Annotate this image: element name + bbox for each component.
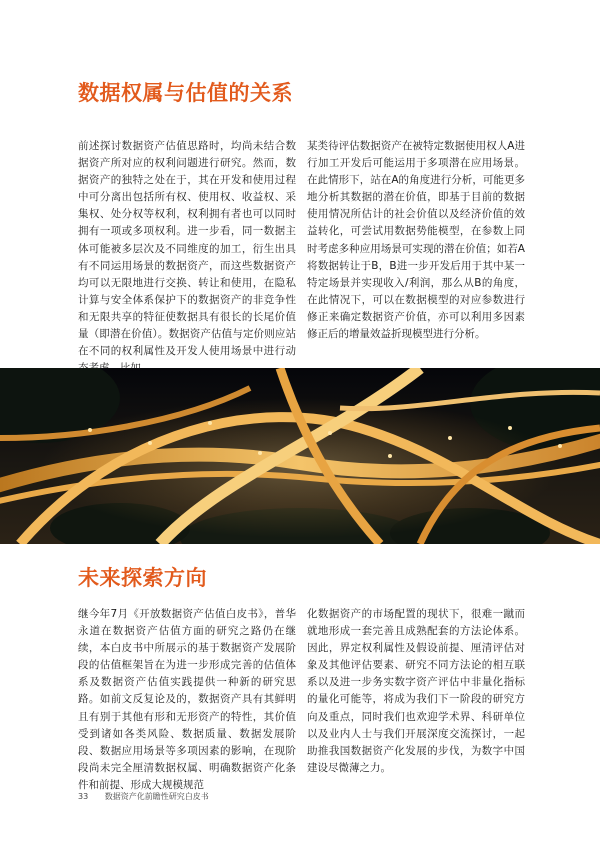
section-title-data-rights: 数据权属与估值的关系 <box>78 81 293 105</box>
section2-column-left: 继今年7月《开放数据资产估值白皮书》，普华永道在数据资产估值方面的研究之路仍在继续，本白皮书中所展示的基于数据资产发展阶段的估值框架旨在为进一步形成完善的估值体系及数据资产估值实践提供一种新的研究思路。如前文反复论及的，数据资产具有其鲜明且有别于其他有形和无形资产的特性，其价值受到诸如各类风险、数据质量、数据发展阶段、数据应用场景等多项因素的影响，在现阶段尚未完全厘清数据权属、明确数据资产化条件和前提、形成大规模规范 <box>78 608 296 791</box>
section1-column-left: 前述探讨数据资产估值思路时，均尚未结合数据资产所对应的权利问题进行研究。然而，数据资产的独特之处在于，其在开发和使用过程中可分离出包括所有权、使用权、收益权、采集权、处分权等权利，权利拥有者也可以同时拥有一项或多项权利。进一步看，同一数据主体可能被多层次及不同维度的加工，衍生出具有不同运用场景的数据资产，而这些数据资产均可以无限地进行交换、转让和使用，在隐私计算与安全体系保护下的数据资产的非竞争性和无限共享的特征使数据具有很长的长尾价值量（即潜在价值）。数据资产估值与定价则应站在不同的权利属性及开发人使用场景中进行动 <box>78 140 296 358</box>
section2-column-right: 化数据资产的市场配置的现状下，很难一蹴而就地形成一套完善且成熟配套的方法论体系。因此，界定权利属性及假设前提、厘清评估对象及其他评估要素、研究不同方法论的相互联系以及进一步务实数字资产评估中非量化指标的量化可能等，将成为我们下一阶段的研究方向及重点，同时我们也欢迎学术界、科研单位以及业内人士与我们开展深度交流探讨，一起助推我国数据资产化发展的步伐，为数字中国建设尽微薄之力。 <box>307 608 525 774</box>
page-footer <box>78 791 209 802</box>
section-title-future-directions: 未来探索方向 <box>78 566 207 590</box>
photo-illustration <box>0 368 600 544</box>
document-title: 数据资产化前瞻性研究白皮书 <box>104 792 209 801</box>
highway-interchange-night-photo <box>0 368 600 544</box>
page-number: 33 <box>78 792 89 801</box>
section1-column-right: 某类待评估数据资产在被特定数据使用权人A进行加工开发后可能运用于多项潜在应用场景。在此情形下，站在A的角度进行分析，可能更多地分析其数据的潜在价值，即基于目前的数据使用情况所估计的社会价值以及经济价值的效益转化，可尝试用数据势能模型，在参数上同时考虑多种应用场景可实现的潜在价值；如若A将数据转让于B，B进一步开发后用于其中某一特定场景并实现收入/利润，那么从B的角度，在此情况下，可以在数据模型的对应参数进行修正来确定数据资产价值，亦可以利用多因素修正后的增量效益折现模型进行分析。 <box>307 140 525 341</box>
